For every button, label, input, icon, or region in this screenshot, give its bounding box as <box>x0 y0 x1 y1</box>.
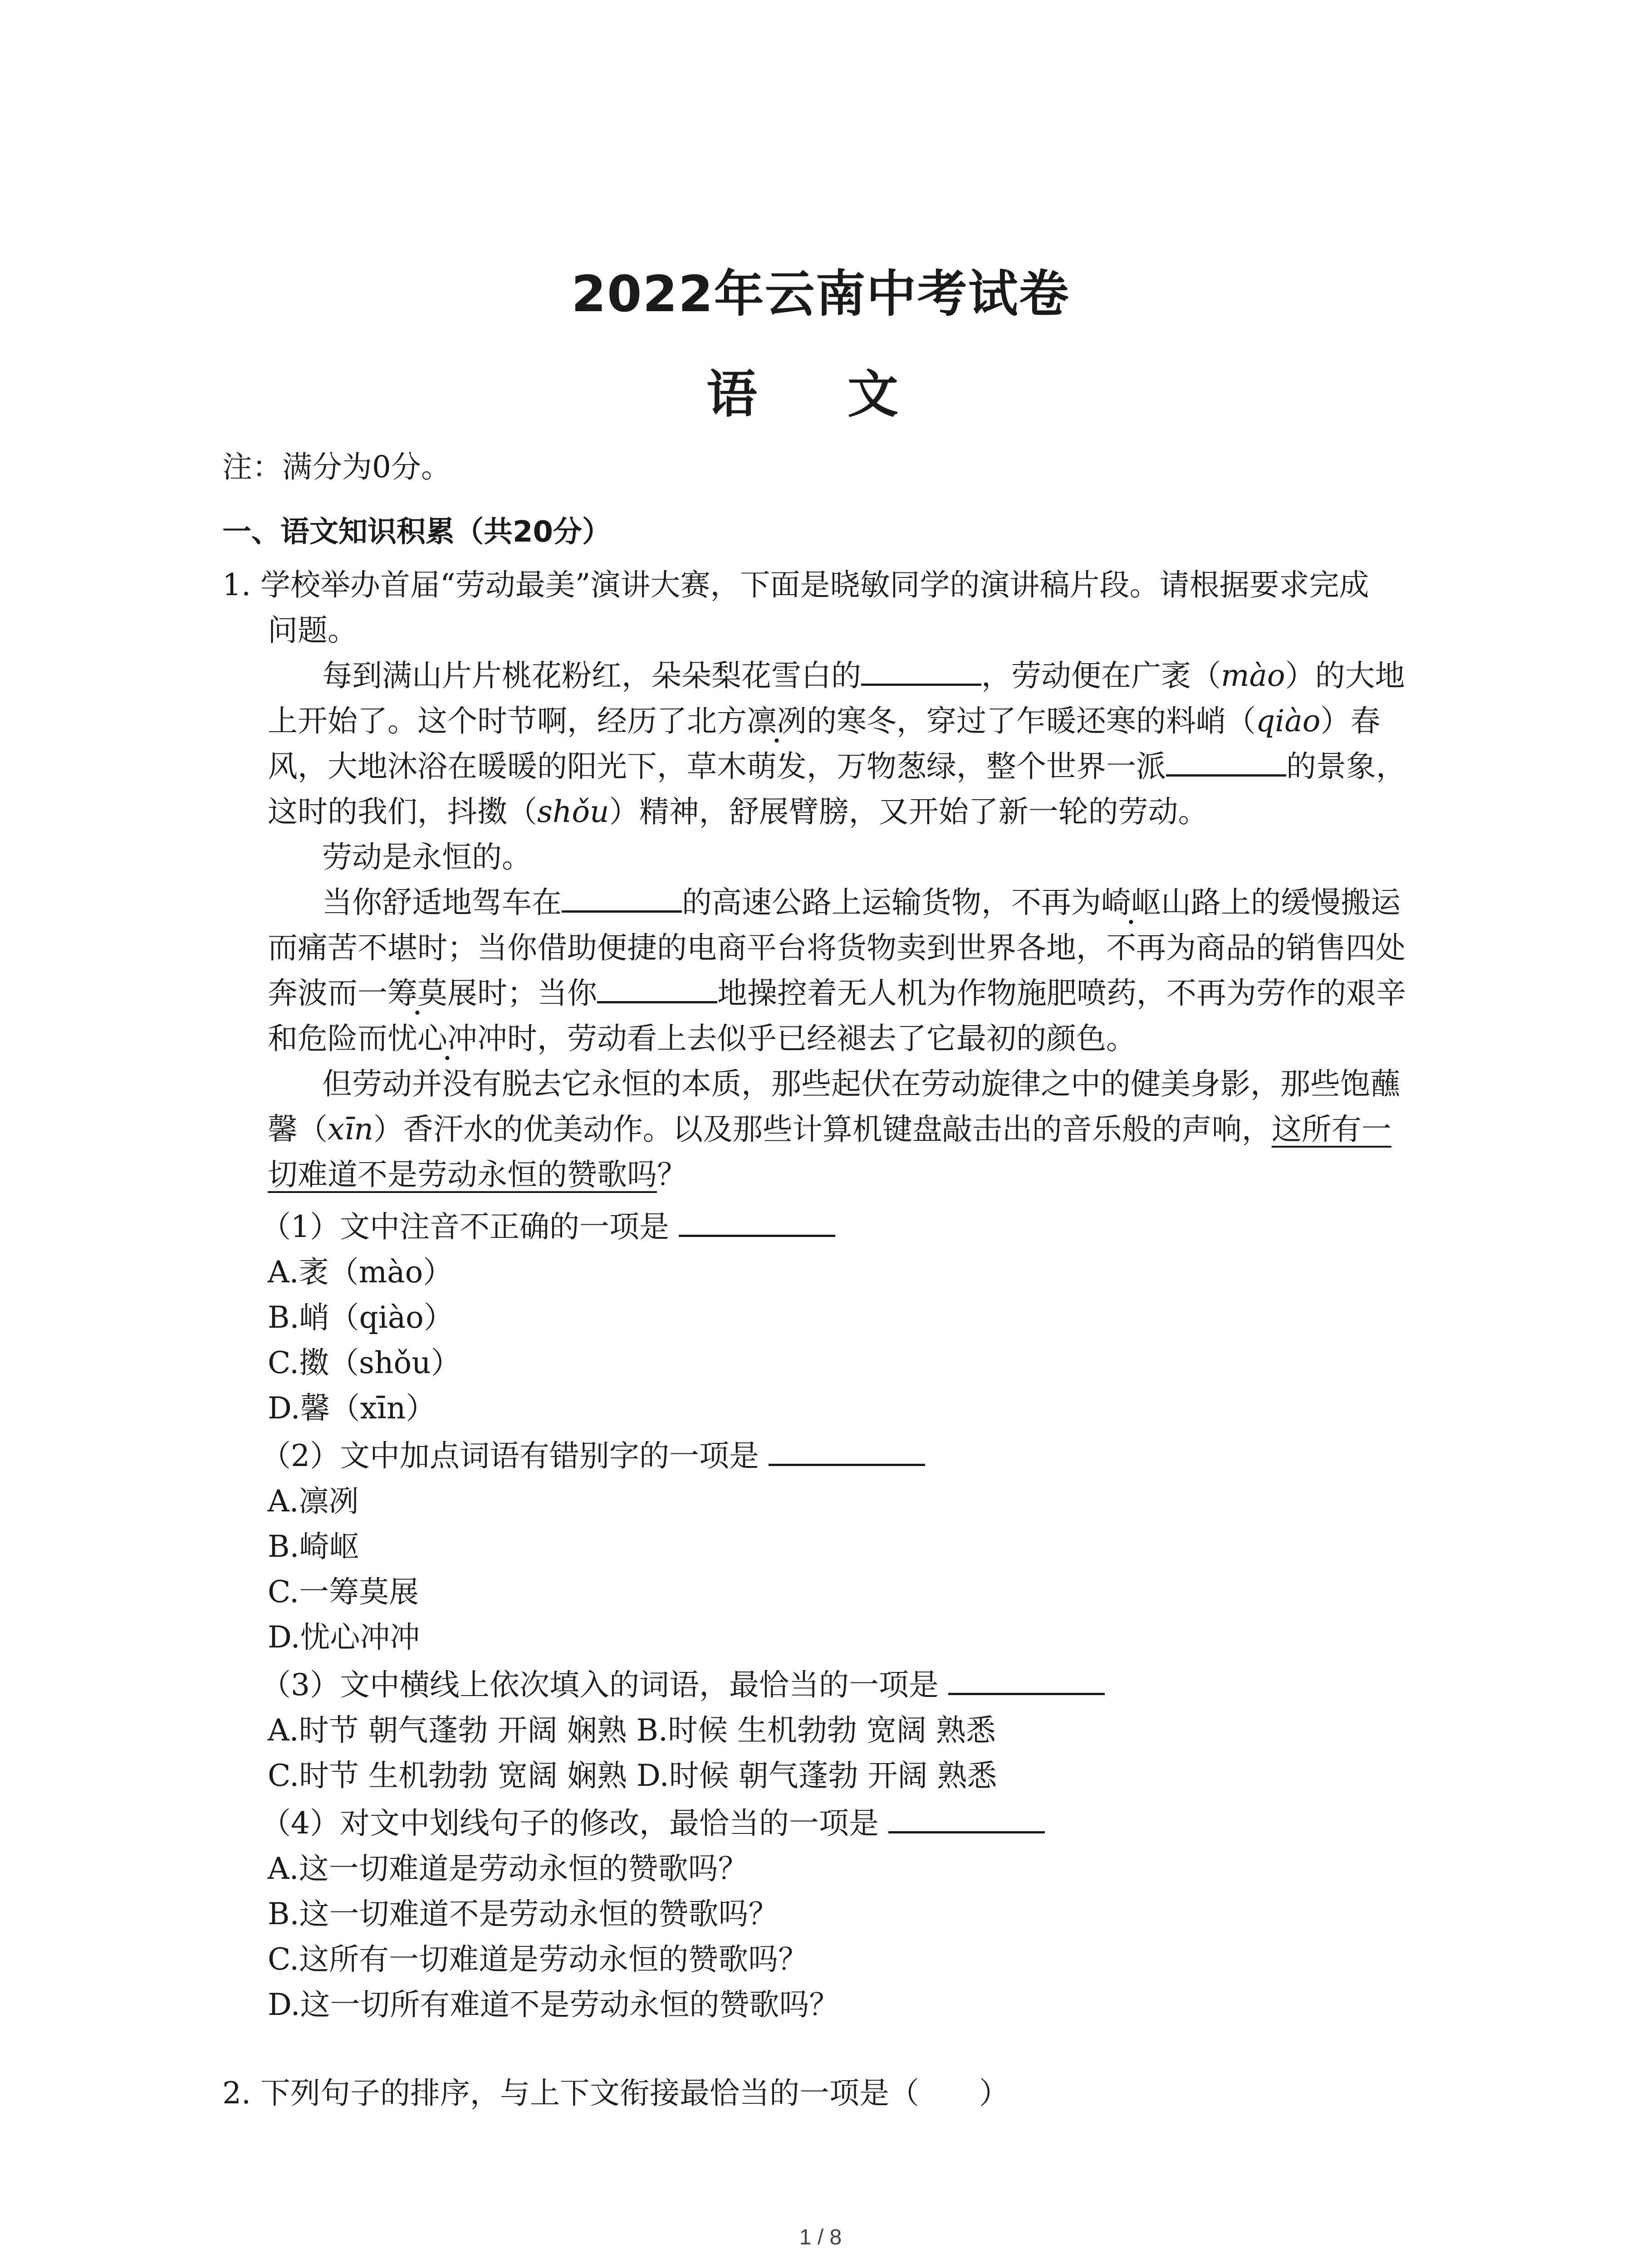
dotted-word: 崎岖 <box>1101 885 1161 920</box>
passage-line: 奔波而一筹莫展时；当你 地操控着无人机为作物施肥喷药，不再为劳作的艰辛 <box>268 976 1406 1011</box>
answer-blank <box>679 1208 835 1237</box>
options-row-1: A.时节 朝气蓬勃 开阔 娴熟 B.时候 生机勃勃 宽阔 熟悉 <box>268 1713 996 1748</box>
passage-line: 但劳动并没有脱去它永恒的本质，那些起伏在劳动旋律之中的健美身影，那些饱蘸 <box>322 1066 1400 1101</box>
dotted-word: 凛冽 <box>747 704 807 738</box>
dotted-word: 一筹莫展 <box>358 976 477 1011</box>
page-number: 1 / 8 <box>799 2225 842 2249</box>
blank-3 <box>562 884 682 913</box>
passage-line: 风，大地沐浴在暖暖的阳光下，草木萌发，万物葱绿，整个世界一派 的景象， <box>268 749 1406 784</box>
option-b: B.这一切难道不是劳动永恒的赞歌吗？ <box>268 1897 779 1931</box>
answer-blank <box>769 1437 925 1466</box>
section-heading: 一、语文知识积累（共20分） <box>222 515 612 549</box>
option-a: A.袤（mào） <box>268 1255 453 1290</box>
answer-blank <box>948 1667 1105 1695</box>
question-1-intro-cont: 问题。 <box>268 613 358 648</box>
answer-blank <box>888 1805 1045 1833</box>
underlined-sentence: 切难道不是劳动永恒的赞歌吗 <box>268 1157 657 1192</box>
passage-line: 当你舒适地驾车在 的高速公路上运输货物，不再为崎岖山路上的缓慢搬运 <box>322 885 1401 920</box>
question-number: 1. <box>222 567 251 602</box>
option-a: A.凛冽 <box>268 1484 359 1519</box>
option-d: D.这一切所有难道不是劳动永恒的赞歌吗？ <box>268 1987 839 2022</box>
subquestion-4-stem: （4）对文中划线句子的修改，最恰当的一项是 <box>261 1803 1045 1843</box>
underlined-sentence: 这所有一 <box>1271 1112 1391 1147</box>
subquestion-2-stem: （2）文中加点词语有错别字的一项是 <box>261 1436 925 1476</box>
passage-line: 馨（xīn）香汗水的优美动作。以及那些计算机键盘敲击出的音乐般的声响，这所有一 <box>268 1112 1391 1147</box>
passage-line: 和危险而忧心冲冲时，劳动看上去似乎已经褪去了它最初的颜色。 <box>268 1021 1136 1056</box>
blank-2 <box>1166 748 1286 777</box>
option-a: A.这一切难道是劳动永恒的赞歌吗？ <box>268 1851 748 1886</box>
option-b: B.峭（qiào） <box>268 1300 454 1335</box>
passage-line: 每到满山片片桃花粉红，朵朵梨花雪白的 ，劳动便在广袤（mào）的大地 <box>322 658 1405 693</box>
option-c: C.擞（shǒu） <box>268 1345 461 1380</box>
blank-1 <box>861 657 981 686</box>
blank-4 <box>597 975 717 1003</box>
passage-line: 这时的我们，抖擞（shǒu）精神，舒展臂膀，又开始了新一轮的劳动。 <box>268 794 1208 829</box>
subquestion-1-stem: （1）文中注音不正确的一项是 <box>261 1207 835 1247</box>
options-row-2: C.时节 生机勃勃 宽阔 娴熟 D.时候 朝气蓬勃 开阔 熟悉 <box>268 1758 997 1793</box>
passage-line: 上开始了。这个时节啊，经历了北方凛冽的寒冬，穿过了乍暖还寒的料峭（qiào）春 <box>268 704 1381 738</box>
passage-line: 切难道不是劳动永恒的赞歌吗？ <box>268 1157 687 1192</box>
passage-line: 而痛苦不堪时；当你借助便捷的电商平台将货物卖到世界各地，不再为商品的销售四处 <box>268 930 1406 965</box>
question-text: 学校举办首届“劳动最美”演讲大赛，下面是晓敏同学的演讲稿片段。请根据要求完成 <box>260 567 1369 602</box>
option-c: C.这所有一切难道是劳动永恒的赞歌吗？ <box>268 1942 808 1977</box>
subquestion-3-stem: （3）文中横线上依次填入的词语，最恰当的一项是 <box>261 1665 1105 1705</box>
dotted-word: 忧心冲冲 <box>387 1021 507 1056</box>
score-note: 注：满分为0分。 <box>222 450 451 484</box>
passage-line: 劳动是永恒的。 <box>322 840 532 875</box>
subject-title: 语 文 <box>706 365 935 424</box>
exam-title: 2022年云南中考试卷 <box>571 265 1070 323</box>
option-d: D.忧心冲冲 <box>268 1620 420 1655</box>
option-b: B.崎岖 <box>268 1529 359 1564</box>
option-c: C.一筹莫展 <box>268 1574 419 1609</box>
question-1-intro <box>222 565 1369 605</box>
option-d: D.馨（xīn） <box>268 1391 436 1426</box>
question-2-text: 2. 下列句子的排序，与上下文衔接最恰当的一项是（ ） <box>222 2076 1009 2111</box>
